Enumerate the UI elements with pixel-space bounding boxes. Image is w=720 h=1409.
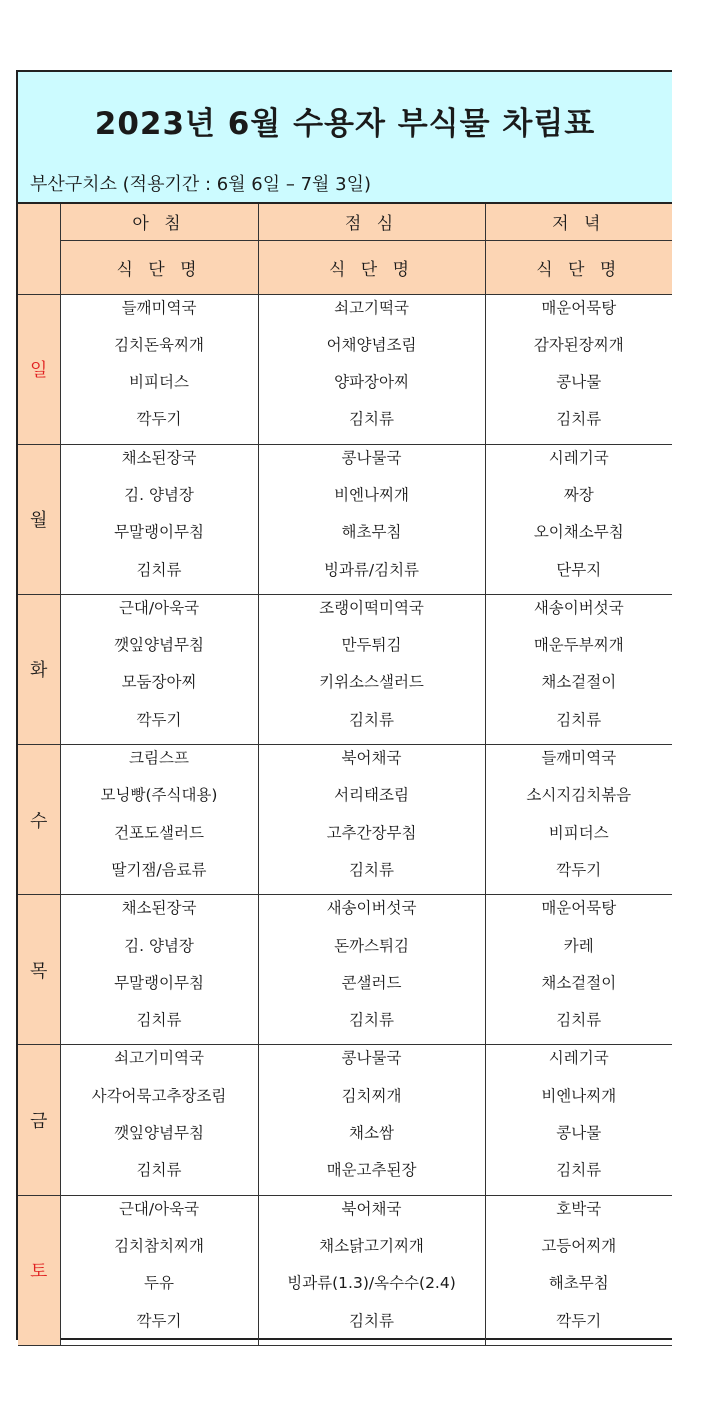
menu-item: 깍두기	[136, 410, 182, 429]
menu-item: 콩나물국	[341, 1049, 402, 1068]
menu-item: 깻잎양념무침	[114, 1124, 204, 1143]
day-row	[18, 594, 672, 744]
menu-item: 단무지	[556, 560, 602, 579]
day-label: 목	[18, 895, 60, 1045]
menu-item: 새송이버섯국	[533, 598, 624, 617]
menu-item: 채소겉절이	[541, 673, 617, 692]
menu-item: 빙과류/김치류	[323, 560, 420, 579]
menu-item: 채소된장국	[121, 448, 197, 467]
menu-item: 감자된장찌개	[533, 335, 624, 354]
menu-item: 깍두기	[556, 1311, 602, 1330]
breakfast-subheader: 식 단 명	[60, 240, 258, 294]
menu-item: 김. 양념장	[124, 936, 194, 955]
menu-item: 두유	[144, 1274, 174, 1293]
menu-item: 콩나물국	[341, 448, 402, 467]
menu-item: 북어채국	[341, 1199, 402, 1218]
day-row	[18, 444, 672, 594]
menu-item: 매운고추된장	[326, 1161, 417, 1180]
menu-item: 김치류	[349, 410, 394, 429]
meal-header-row	[18, 204, 672, 240]
day-row	[18, 1195, 672, 1345]
breakfast-menu-cell	[60, 594, 258, 744]
dinner-menu-cell	[485, 594, 672, 744]
menu-item: 김치류	[556, 410, 602, 429]
day-row	[18, 294, 672, 444]
menu-item: 만두튀김	[341, 636, 402, 655]
menu-body	[18, 294, 672, 1345]
menu-item: 빙과류(1.3)/옥수수(2.4)	[287, 1274, 456, 1293]
day-header-cell	[18, 204, 60, 294]
lunch-menu-cell	[258, 594, 485, 744]
dinner-menu-cell	[485, 444, 672, 594]
menu-item: 무말랭이무침	[114, 523, 204, 542]
menu-item: 호박국	[556, 1199, 602, 1218]
day-row	[18, 895, 672, 1045]
breakfast-menu-cell	[60, 294, 258, 444]
lunch-header: 점 심	[258, 204, 485, 240]
lunch-menu-cell	[258, 895, 485, 1045]
menu-item: 고등어찌개	[541, 1236, 617, 1255]
day-row	[18, 745, 672, 895]
menu-item: 서리태조림	[334, 786, 409, 805]
menu-item: 시레기국	[548, 1049, 609, 1068]
menu-item: 쇠고기떡국	[334, 298, 409, 317]
menu-item: 김치류	[349, 1011, 394, 1030]
menu-item: 북어채국	[341, 749, 402, 768]
menu-item: 김치류	[349, 710, 394, 729]
menu-item: 김치류	[136, 1011, 182, 1030]
menu-item: 김치류	[556, 1011, 602, 1030]
menu-item: 해초무침	[548, 1274, 609, 1293]
page-subtitle: 부산구치소 (적용기간 : 6월 6일 – 7월 3일)	[30, 174, 372, 195]
dinner-menu-cell	[485, 745, 672, 895]
menu-item: 김치류	[349, 860, 394, 879]
breakfast-menu-cell	[60, 444, 258, 594]
menu-item: 무말랭이무침	[114, 973, 204, 992]
menu-item: 양파장아찌	[334, 373, 409, 392]
menu-item: 김치류	[136, 1161, 182, 1180]
menu-item: 김치류	[556, 710, 602, 729]
menu-item: 콩나물	[556, 373, 602, 392]
breakfast-menu-cell	[60, 1045, 258, 1195]
lunch-menu-cell	[258, 444, 485, 594]
menu-item: 채소쌈	[349, 1124, 394, 1143]
menu-item: 김치류	[136, 560, 182, 579]
menu-item: 고추간장무침	[326, 823, 417, 842]
menu-item: 김치찌개	[341, 1086, 402, 1105]
lunch-menu-cell	[258, 1045, 485, 1195]
menu-item: 시레기국	[548, 448, 609, 467]
menu-item: 조랭이떡미역국	[319, 598, 424, 617]
day-label: 월	[18, 444, 60, 594]
menu-item: 카레	[563, 936, 594, 955]
menu-item: 어채양념조림	[326, 335, 417, 354]
menu-item: 깍두기	[136, 1311, 182, 1330]
day-label: 토	[18, 1195, 60, 1345]
menu-item: 콘샐러드	[341, 973, 402, 992]
menu-item: 비엔나찌개	[541, 1086, 617, 1105]
menu-item: 사각어묵고추장조림	[91, 1086, 227, 1105]
day-label: 일	[18, 294, 60, 444]
day-label: 금	[18, 1045, 60, 1195]
dinner-menu-cell	[485, 1045, 672, 1195]
menu-item: 콩나물	[556, 1124, 602, 1143]
menu-item: 해초무침	[341, 523, 402, 542]
menu-name-header-row	[18, 240, 672, 294]
lunch-menu-cell	[258, 294, 485, 444]
dinner-subheader: 식 단 명	[485, 240, 672, 294]
menu-item: 들깨미역국	[121, 298, 197, 317]
menu-item: 건포도샐러드	[114, 823, 204, 842]
day-label: 화	[18, 594, 60, 744]
dinner-menu-cell	[485, 1195, 672, 1345]
lunch-menu-cell	[258, 1195, 485, 1345]
menu-item: 깻잎양념무침	[114, 636, 204, 655]
dinner-menu-cell	[485, 294, 672, 444]
dinner-menu-cell	[485, 895, 672, 1045]
dinner-header: 저 녁	[485, 204, 672, 240]
breakfast-menu-cell	[60, 745, 258, 895]
menu-item: 오이채소무침	[533, 523, 624, 542]
menu-item: 채소겉절이	[541, 973, 617, 992]
menu-item: 깍두기	[556, 860, 602, 879]
menu-item: 김치류	[556, 1161, 602, 1180]
lunch-menu-cell	[258, 745, 485, 895]
menu-item: 채소된장국	[121, 899, 197, 918]
day-label: 수	[18, 745, 60, 895]
menu-item: 키위소스샐러드	[319, 673, 424, 692]
menu-item: 근대/아욱국	[118, 1199, 200, 1218]
menu-item: 김치돈육찌개	[114, 335, 204, 354]
menu-item: 딸기잼/음료류	[111, 860, 207, 879]
header-block	[18, 72, 672, 204]
menu-item: 비피더스	[129, 373, 189, 392]
lunch-subheader: 식 단 명	[258, 240, 485, 294]
menu-item: 비피더스	[548, 823, 609, 842]
menu-item: 매운두부찌개	[533, 636, 624, 655]
menu-item: 모둠장아찌	[121, 673, 197, 692]
menu-table	[18, 204, 672, 1346]
page-title: 2023년 6월 수용자 부식물 차림표	[94, 106, 596, 142]
menu-sheet	[16, 70, 672, 1340]
menu-item: 채소닭고기찌개	[319, 1236, 424, 1255]
menu-item: 쇠고기미역국	[114, 1049, 204, 1068]
breakfast-menu-cell	[60, 895, 258, 1045]
menu-item: 모닝빵(주식대용)	[100, 786, 218, 805]
breakfast-header: 아 침	[60, 204, 258, 240]
menu-item: 김치류	[349, 1311, 394, 1330]
day-row	[18, 1045, 672, 1195]
menu-item: 김치참치찌개	[114, 1236, 204, 1255]
menu-item: 매운어묵탕	[541, 899, 617, 918]
menu-item: 깍두기	[136, 710, 182, 729]
menu-item: 짜장	[563, 485, 594, 504]
menu-item: 돈까스튀김	[334, 936, 409, 955]
menu-item: 매운어묵탕	[541, 298, 617, 317]
breakfast-menu-cell	[60, 1195, 258, 1345]
menu-item: 비엔나찌개	[334, 485, 409, 504]
menu-item: 근대/아욱국	[118, 598, 200, 617]
menu-item: 김. 양념장	[124, 485, 194, 504]
menu-item: 소시지김치볶음	[526, 786, 632, 805]
menu-item: 새송이버섯국	[326, 899, 417, 918]
menu-item: 크림스프	[129, 749, 189, 768]
menu-item: 들깨미역국	[541, 749, 617, 768]
